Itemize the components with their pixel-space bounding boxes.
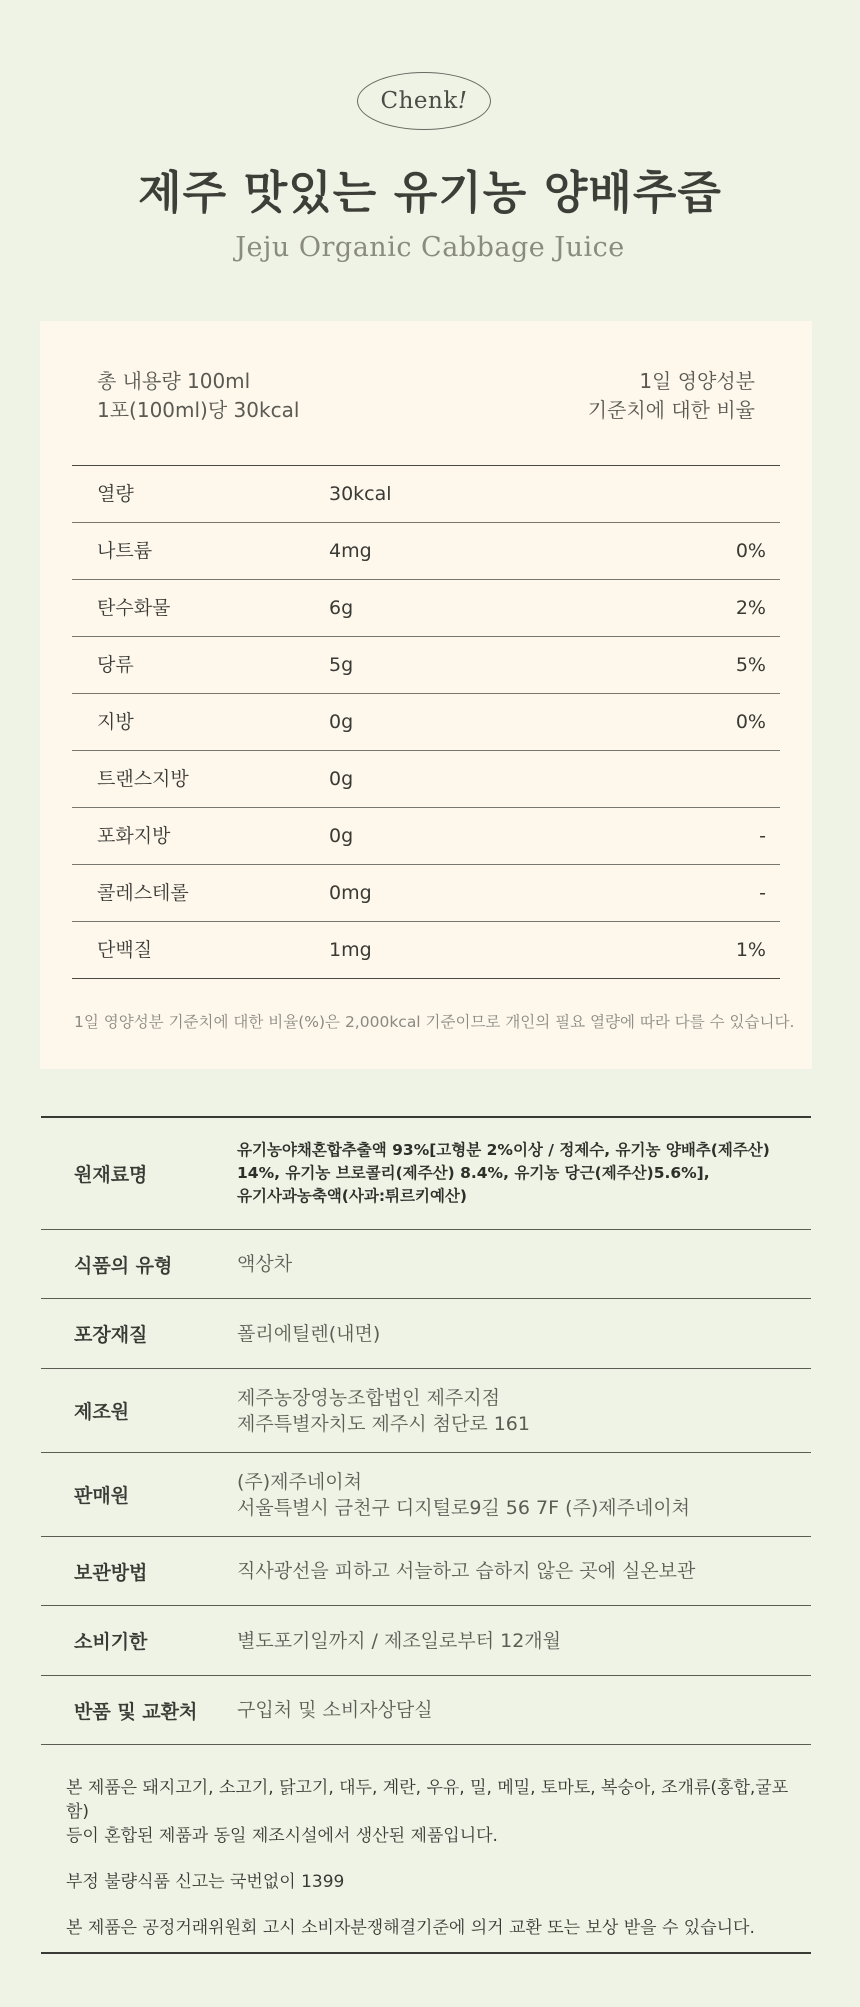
info-key: 반품 및 교환처 xyxy=(74,1700,198,1723)
info-value-line: 직사광선을 피하고 서늘하고 습하지 않은 곳에 실온보관 xyxy=(237,1560,696,1582)
info-row-manufacturer xyxy=(41,1369,811,1453)
info-row-storage xyxy=(41,1537,811,1606)
page-subtitle: Jeju Organic Cabbage Juice xyxy=(235,232,625,263)
nutrient-amount: 0g xyxy=(329,711,354,733)
nutrient-name: 나트륨 xyxy=(97,540,153,562)
allergen-note-line1: 본 제품은 돼지고기, 소고기, 닭고기, 대두, 계란, 우유, 밀, 메밀, 토마토, 복숭아, 조개류(홍합,굴포함) xyxy=(66,1778,789,1822)
info-value xyxy=(237,1299,791,1368)
info-value xyxy=(237,1118,791,1229)
product-info-table xyxy=(41,1116,811,1745)
info-key: 소비기한 xyxy=(74,1631,148,1653)
info-value-line: (주)제주네이쳐 xyxy=(237,1470,362,1493)
info-value-line: 폴리에틸렌(내면) xyxy=(237,1322,381,1345)
nutrient-name: 지방 xyxy=(97,711,134,733)
nutrient-amount: 6g xyxy=(329,597,354,619)
nutrient-name: 탄수화물 xyxy=(97,597,171,619)
brand-logo xyxy=(357,72,491,130)
report-note: 부정 불량식품 신고는 국번없이 1399 xyxy=(66,1872,345,1892)
nutrient-percent: 5% xyxy=(735,654,766,676)
info-value xyxy=(237,1453,791,1536)
table-row xyxy=(72,694,780,751)
nutrient-percent: 1% xyxy=(735,939,766,961)
info-value-line: 제주농장영농조합법인 제주지점 xyxy=(237,1386,500,1409)
table-row xyxy=(72,808,780,865)
exchange-note: 본 제품은 공정거래위원회 고시 소비자분쟁해결기준에 의거 교환 또는 보상 받을 수 있습니다. xyxy=(66,1918,755,1938)
info-row-packaging xyxy=(41,1299,811,1369)
table-row xyxy=(72,751,780,808)
info-row-food-type xyxy=(41,1230,811,1299)
info-row-seller xyxy=(41,1453,811,1537)
info-key: 원재료명 xyxy=(74,1164,148,1186)
info-row-expiry xyxy=(41,1606,811,1676)
info-value xyxy=(237,1230,791,1298)
nutrition-table xyxy=(72,465,780,979)
allergen-note-line2: 등이 혼합된 제품과 동일 제조시설에서 생산된 제품입니다. xyxy=(66,1826,498,1846)
nutrient-name: 트랜스지방 xyxy=(97,768,189,790)
info-value xyxy=(237,1676,791,1744)
info-value xyxy=(237,1606,791,1675)
nutrient-amount: 1mg xyxy=(329,939,372,961)
table-row xyxy=(72,922,780,979)
daily-value-line2: 기준치에 대한 비율 xyxy=(587,398,755,422)
nutrient-name: 포화지방 xyxy=(97,825,171,847)
product-notes xyxy=(66,1776,796,1940)
nutrient-percent: - xyxy=(759,882,766,904)
nutrient-percent: 2% xyxy=(735,597,766,619)
logo-text: Chenk xyxy=(380,88,458,114)
info-value-line: 14%, 유기농 브로콜리(제주산) 8.4%, 유기농 당근(제주산)5.6%], xyxy=(237,1164,710,1182)
info-key: 제조원 xyxy=(74,1401,130,1423)
info-value-line: 제주특별자치도 제주시 첨단로 161 xyxy=(237,1412,530,1435)
nutrient-amount: 0g xyxy=(329,825,354,847)
nutrient-amount: 30kcal xyxy=(329,483,392,505)
nutrient-amount: 0g xyxy=(329,768,354,790)
nutrient-percent: 0% xyxy=(735,540,766,562)
table-row xyxy=(72,637,780,694)
nutrient-amount: 0mg xyxy=(329,882,372,904)
table-row xyxy=(72,466,780,523)
info-key: 식품의 유형 xyxy=(74,1254,173,1277)
bottom-divider xyxy=(41,1952,811,1954)
table-row xyxy=(72,523,780,580)
info-value-line: 액상차 xyxy=(237,1253,293,1275)
page-title: 제주 맛있는 유기농 양배추즙 xyxy=(138,166,722,219)
table-row xyxy=(72,580,780,637)
info-value-line: 유기사과농축액(사과:튀르키예산) xyxy=(237,1187,467,1205)
daily-value-heading xyxy=(588,367,755,425)
info-value-line: 별도포기일까지 / 제조일로부터 12개월 xyxy=(237,1629,562,1652)
info-key: 보관방법 xyxy=(74,1561,148,1584)
nutrient-percent: - xyxy=(759,825,766,847)
info-value xyxy=(237,1369,791,1452)
info-value xyxy=(237,1537,791,1605)
table-row xyxy=(72,865,780,922)
per-serving: 1포(100ml)당 30kcal xyxy=(97,398,300,422)
logo-mark: ! xyxy=(457,88,468,114)
nutrient-name: 콜레스테롤 xyxy=(97,882,189,904)
nutrient-name: 단백질 xyxy=(97,939,153,961)
daily-value-line1: 1일 영양성분 xyxy=(639,369,755,393)
nutrient-name: 당류 xyxy=(97,654,134,676)
info-key: 포장재질 xyxy=(74,1324,148,1346)
nutrient-name: 열량 xyxy=(97,483,134,505)
nutrition-facts-panel xyxy=(40,321,812,1069)
info-row-ingredients xyxy=(41,1118,811,1230)
nutrient-percent: 0% xyxy=(735,711,766,733)
info-value-line: 서울특별시 금천구 디지털로9길 56 7F (주)제주네이쳐 xyxy=(237,1496,691,1519)
info-key: 판매원 xyxy=(74,1485,130,1507)
info-value-line: 유기농야채혼합추출액 93%[고형분 2%이상 / 정제수, 유기농 양배추(제주산) xyxy=(237,1141,770,1159)
serving-info xyxy=(97,367,299,425)
total-content: 총 내용량 100ml xyxy=(97,369,251,393)
info-row-returns xyxy=(41,1676,811,1745)
nutrition-header xyxy=(97,367,755,427)
info-value-line: 구입처 및 소비자상담실 xyxy=(237,1699,433,1721)
nutrition-footnote: 1일 영양성분 기준치에 대한 비율(%)은 2,000kcal 기준이므로 개인의 필요 열량에 따라 다를 수 있습니다. xyxy=(74,1013,795,1031)
nutrient-amount: 5g xyxy=(329,654,354,676)
nutrient-amount: 4mg xyxy=(329,540,372,562)
